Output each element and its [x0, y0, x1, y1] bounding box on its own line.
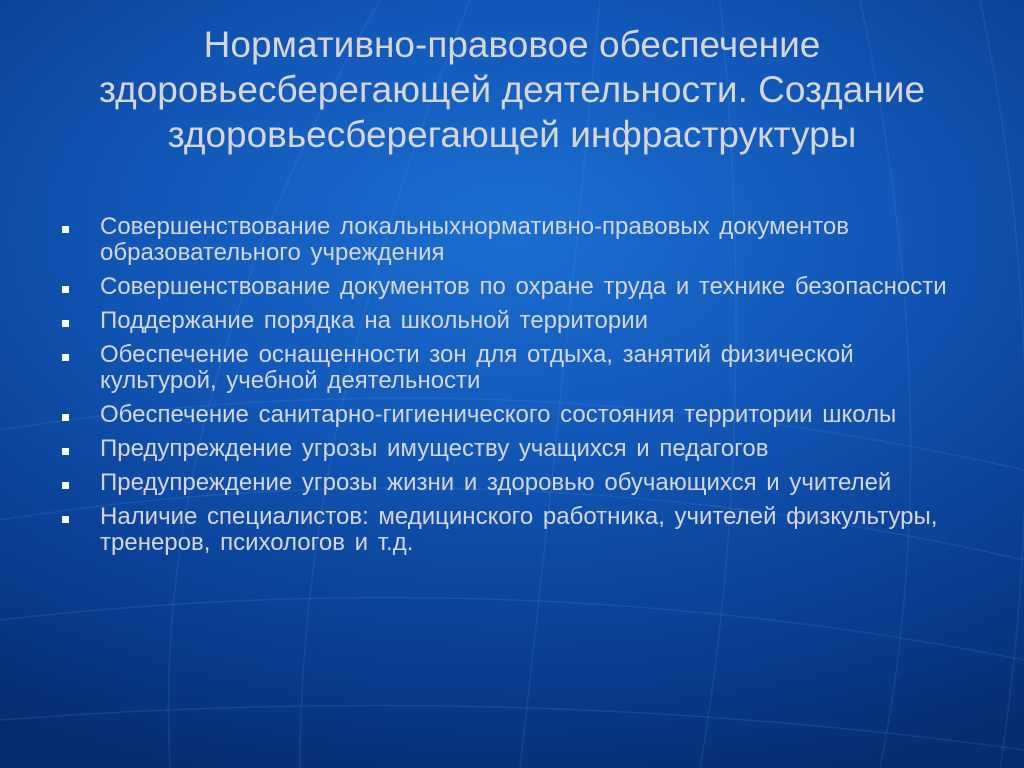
square-bullet-icon [62, 414, 69, 421]
square-bullet-icon [62, 354, 69, 361]
square-bullet-icon [62, 286, 69, 293]
bullet-item [60, 214, 960, 266]
bullet-item [60, 470, 960, 496]
square-bullet-icon [62, 226, 69, 233]
slide-title: Нормативно-правовое обеспечение здоровьесберегающей деятельности. Создание здоровьесберегающей инфраструктуры [98, 24, 926, 155]
square-bullet-icon [62, 320, 69, 327]
bullet-item [60, 274, 960, 300]
bullet-item [60, 402, 960, 428]
bullet-text: Поддержание порядка на школьной территории [100, 307, 649, 334]
bullet-text: Предупреждение угрозы имуществу учащихся и педагогов [100, 435, 769, 462]
bullet-text: Обеспечение оснащенности зон для отдыха, занятий физической культурой, учебной деятельности [100, 341, 854, 394]
square-bullet-icon [62, 448, 69, 455]
bullet-item [60, 308, 960, 334]
square-bullet-icon [62, 482, 69, 489]
bullet-text: Предупреждение угрозы жизни и здоровью обучающихся и учителей [100, 469, 892, 496]
bullet-text: Совершенствование документов по охране труда и технике безопасности [100, 273, 947, 300]
bullet-item [60, 504, 960, 556]
square-bullet-icon [62, 516, 69, 523]
bullet-text: Совершенствование локальныхнормативно-правовых документов образовательного учреждения [100, 213, 850, 266]
bullet-item [60, 342, 960, 394]
bullet-item [60, 436, 960, 462]
bullet-text: Обеспечение санитарно-гигиенического состояния территории школы [100, 401, 897, 428]
bullet-text: Наличие специалистов: медицинского работника, учителей физкультуры, тренеров, психологов и т.д. [100, 503, 938, 556]
bullet-list [60, 214, 960, 564]
